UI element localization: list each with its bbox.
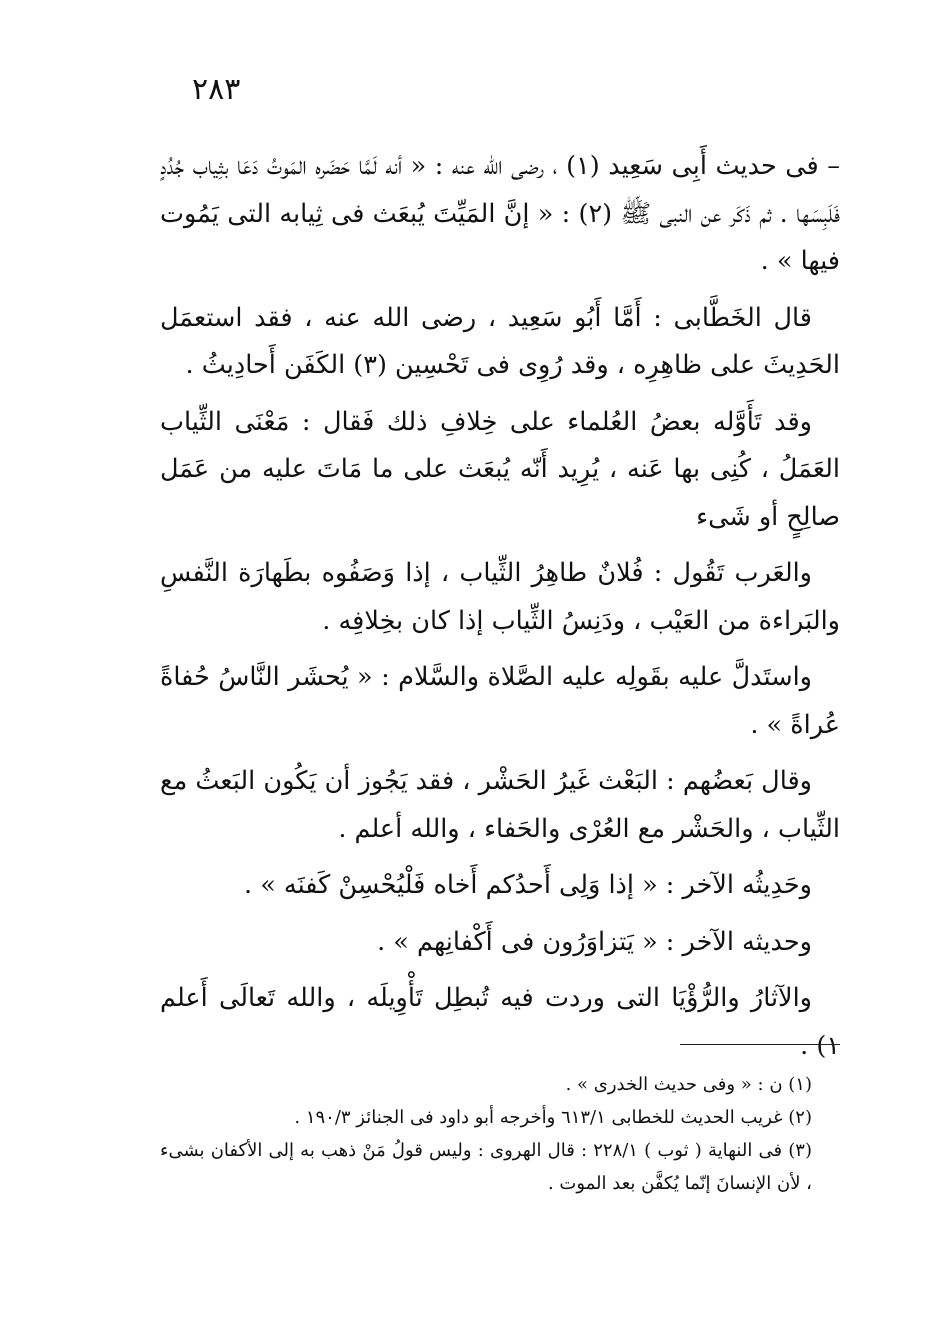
footnotes — [160, 1068, 840, 1200]
paragraph: وحديثه الآخر : « يَتزاوَرُون فى أَكْفانِهم » . — [377, 926, 812, 957]
main-text — [160, 143, 840, 1079]
footnote: (٣) فى النهاية ( ثوب ) ٢٢٨/١ : قال الهروى : وليس قولُ مَنْ ذهب به إلى الأكفان بشىء ، لأن الإنسانَ إنّما يُكفَّن بعد الموت . — [160, 1140, 812, 1194]
paragraph: والعَرب تَقُول : فُلانٌ طاهِرُ الثِّياب ، إذا وَصَفُوه بطَهارَة النَّفسِ والبَراءة من العَيْب ، ودَنِسُ الثِّياب إذا كان بخِلافِه . — [160, 558, 840, 636]
paragraph: وقد تَأَوَّله بعضُ العُلماء على خِلافِ ذلك فَقال : مَعْنَى الثِّياب العَمَلُ ، كُنِى بها عَنه ، يُرِيد أَنّه يُبعَث على ما مَاتَ عليه من عَمَل صالِحٍ أو شَىء — [160, 406, 840, 532]
paragraph: وحَدِيثُه الآخر : « إذا وَلِى أَحدُكم أَخاه فَلْيُحْسِنْ كَفنَه » . — [244, 870, 812, 900]
paragraph: واستَدلَّ عليه بقَولِه عليه الصَّلاة والسَّلام : « يُحشَر النَّاسُ حُفاةً عُراةً » . — [160, 662, 840, 740]
paragraph: قال الخَطَّابى : أَمَّا أَبُو سَعِيد ، رضى الله عنه ، فقد استعمَل الحَدِيثَ على ظاهِرِه ، وقد رُوِى فى تَحْسِين (٣) الكَفَن أَحادِيثُ . — [160, 302, 840, 380]
page-number: ٢٨٣ — [192, 72, 241, 107]
footnote-divider — [680, 1044, 840, 1045]
paragraph: والآثارُ والرُّؤْيَا التى وردت فيه تُبطِل تَأْوِيلَه ، والله تَعالَى أَعلم ١) . — [160, 983, 840, 1061]
paragraph: – فى حديث أَبِى سَعِيد (١) ، رضى الله عنه : « أنه لَمَّا حَضَره المَوتُ دَعَا بثِياب جُدُدٍ فَلَبِسَها . ثم ذَكَر عن النبى ﷺ (٢) : « إنَّ المَيِّتَ يُبعَث فى ثِيابه التى يَمُوت فيها » . — [160, 151, 841, 276]
footnote: (١) ن : « وفى حديث الخدرى » . — [565, 1074, 812, 1095]
paragraph: وقال بَعضُهم : البَعْث غَيرُ الحَشْر ، فقد يَجُوز أن يَكُون البَعثُ مع الثِّياب ، والحَشْر مع العُرْى والحَفاء ، والله أعلم . — [160, 766, 840, 844]
footnote: (٢) غريب الحديث للخطابى ٦١٣/١ وأخرجه أبو داود فى الجنائز ١٩٠/٣ . — [294, 1107, 812, 1128]
